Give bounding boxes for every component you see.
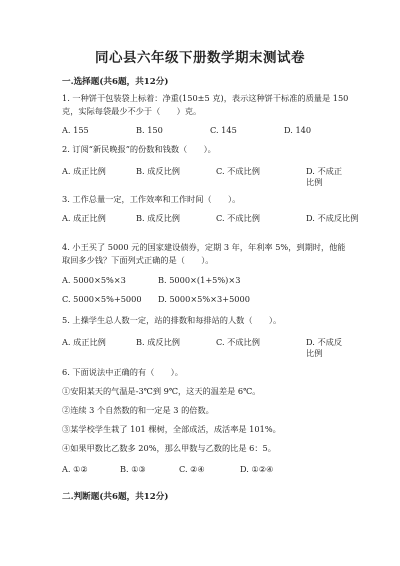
question-3: 3. 工作总量一定，工作效率和工作时间（ ）。 <box>62 194 241 204</box>
question-4: 4. 小王买了 5000 元的国家建设债券，定期 3 年，年利率 5%，到期时，他能取回多少钱？下面列式正确的是（ ）。 <box>62 242 346 265</box>
q2-option-c: C. 不成比例 <box>216 166 260 176</box>
q3-option-a: A. 成正比例 <box>62 213 106 223</box>
q6-statement-4: ④如果甲数比乙数多 20%，那么甲数与乙数的比是 6：5。 <box>62 443 276 453</box>
q5-option-d: D. 不成反比例 <box>306 337 343 358</box>
question-1: 1. 一种饼干包装袋上标着：净重(150±5 克)，表示这种饼干标准的质量是 150 克，实际每袋最少不少于（ ）克。 <box>62 93 349 116</box>
q6-option-c: C. ②④ <box>179 464 205 474</box>
q1-option-a: A. 155 <box>62 125 89 135</box>
q1-option-d: D. 140 <box>284 125 312 135</box>
q5-option-b: B. 成反比例 <box>136 337 180 347</box>
page-title: 同心县六年级下册数学期末测试卷 <box>95 50 305 66</box>
q2-option-d: D. 不成正比例 <box>306 166 343 187</box>
q6-statement-1: ①安阳某天的气温是-3℃到 9℃，这天的温差是 6℃。 <box>62 386 261 396</box>
section-heading-choice: 一.选择题(共6题，共12分) <box>62 77 169 87</box>
q3-option-b: B. 成反比例 <box>136 213 180 223</box>
question-5: 5. 上操学生总人数一定，站的排数和每排站的人数（ ）。 <box>62 315 282 325</box>
q1-option-c: C. 145 <box>210 125 237 135</box>
q2-option-b: B. 成反比例 <box>136 166 180 176</box>
q6-option-d: D. ①②④ <box>240 464 274 474</box>
question-6: 6. 下面说法中正确的有（ ）。 <box>62 367 183 377</box>
section-heading-judgment: 二.判断题(共6题，共12分) <box>62 492 169 502</box>
q6-option-a: A. ①② <box>62 464 88 474</box>
q3-option-c: C. 不成比例 <box>216 213 260 223</box>
q6-option-b: B. ①③ <box>120 464 146 474</box>
q1-option-b: B. 150 <box>136 125 163 135</box>
q6-statement-2: ②连续 3 个自然数的和一定是 3 的倍数。 <box>62 405 214 415</box>
q2-option-a: A. 成正比例 <box>62 166 106 176</box>
q4-option-b: B. 5000×(1+5%)×3 <box>158 275 241 285</box>
question-2: 2. 订阅“新民晚报”的份数和钱数（ ）。 <box>62 144 216 154</box>
q5-option-a: A. 成正比例 <box>62 337 106 347</box>
q4-option-a: A. 5000×5%×3 <box>62 275 126 285</box>
q4-option-d: D. 5000×5%×3+5000 <box>158 294 250 304</box>
q6-statement-3: ③某学校学生栽了 101 棵树，全部成活，成活率是 101%。 <box>62 424 281 434</box>
q4-option-c: C. 5000×5%+5000 <box>62 294 142 304</box>
q5-option-c: C. 不成比例 <box>216 337 260 347</box>
q3-option-d: D. 不成反比例 <box>306 213 359 223</box>
